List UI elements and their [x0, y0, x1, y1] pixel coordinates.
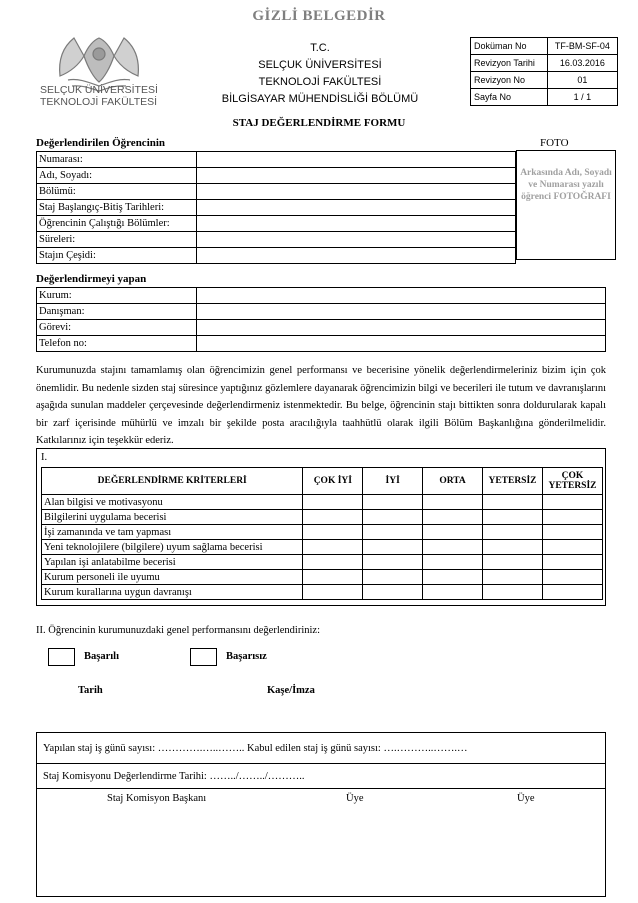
evaluator-field-row: [37, 288, 606, 304]
rating-cell[interactable]: [303, 570, 363, 585]
doc-info-value: TF-BM-SF-04: [547, 38, 617, 55]
student-field-value[interactable]: [197, 232, 516, 248]
criteria-table: [41, 467, 603, 600]
student-field-label: Staj Başlangıç-Bitiş Tarihleri:: [37, 200, 197, 216]
student-field-value[interactable]: [197, 216, 516, 232]
commission-chair-label: Staj Komisyon Başkanı: [107, 793, 207, 804]
criteria-label: Kurum personeli ile uyumu: [42, 570, 303, 585]
doc-info-label: Doküman No: [471, 38, 548, 55]
criteria-section-number: I.: [41, 452, 48, 463]
student-field-row: [37, 184, 516, 200]
photo-hint: Arkasında Adı, Soyadı ve Numarası yazılı öğrenci FOTOĞRAFI: [520, 168, 612, 202]
rating-cell[interactable]: [423, 495, 483, 510]
student-field-label: Numarası:: [37, 152, 197, 168]
divider: [37, 788, 605, 789]
student-field-value[interactable]: [197, 200, 516, 216]
logo-line-faculty: TEKNOLOJİ FAKÜLTESİ: [40, 96, 158, 108]
rating-cell[interactable]: [303, 510, 363, 525]
criteria-label: Yeni teknolojilere (bilgilere) uyum sağlama becerisi: [42, 540, 303, 555]
logo-line-university: SELÇUK ÜNİVERSİTESİ: [40, 84, 158, 96]
doc-info-row: [471, 72, 618, 89]
rating-cell[interactable]: [363, 510, 423, 525]
student-field-row: [37, 232, 516, 248]
rating-cell[interactable]: [542, 510, 602, 525]
rating-cell[interactable]: [542, 585, 602, 600]
rating-cell[interactable]: [483, 585, 543, 600]
evaluator-field-value[interactable]: [197, 288, 606, 304]
rating-cell[interactable]: [363, 585, 423, 600]
criteria-header-row: [42, 468, 603, 495]
evaluator-field-label: Telefon no:: [37, 336, 197, 352]
rating-cell[interactable]: [363, 555, 423, 570]
document-info-table: [470, 37, 618, 106]
form-title: STAJ DEĞERLENDİRME FORMU: [232, 117, 406, 129]
student-field-row: [37, 216, 516, 232]
doc-info-label: Sayfa No: [471, 89, 548, 106]
doc-info-row: [471, 38, 618, 55]
criteria-row: [42, 585, 603, 600]
confidential-label: GİZLİ BELGEDİR: [252, 8, 386, 24]
institution-header: [200, 40, 440, 108]
rating-cell[interactable]: [542, 540, 602, 555]
rating-header-very-good: ÇOK İYİ: [303, 468, 363, 495]
criteria-header-label: DEĞERLENDİRME KRİTERLERİ: [42, 468, 303, 495]
doc-info-label: Revizyon No: [471, 72, 548, 89]
criteria-section: [36, 448, 606, 606]
rating-cell[interactable]: [483, 540, 543, 555]
rating-header-average: ORTA: [423, 468, 483, 495]
student-field-row: [37, 248, 516, 264]
rating-cell[interactable]: [423, 525, 483, 540]
student-field-value[interactable]: [197, 168, 516, 184]
rating-cell[interactable]: [423, 540, 483, 555]
rating-cell[interactable]: [483, 510, 543, 525]
stamp-signature-label: Kaşe/İmza: [267, 685, 315, 696]
header-line-department: BİLGİSAYAR MÜHENDİSLİĞİ BÖLÜMÜ: [221, 93, 419, 105]
commission-member-label: Üye: [517, 793, 535, 804]
rating-cell[interactable]: [483, 495, 543, 510]
commission-date-line: Staj Komisyonu Değerlendirme Tarihi: ……../……../………..: [43, 771, 305, 782]
rating-cell[interactable]: [423, 510, 483, 525]
performance-question: II. Öğrencinin kurumunuzdaki genel performansını değerlendiriniz:: [36, 625, 320, 636]
rating-cell[interactable]: [303, 540, 363, 555]
rating-cell[interactable]: [303, 525, 363, 540]
rating-cell[interactable]: [303, 585, 363, 600]
doc-info-label: Revizyon Tarihi: [471, 55, 548, 72]
success-label: Başarılı: [84, 651, 120, 662]
criteria-label: Kurum kurallarına uygun davranışı: [42, 585, 303, 600]
doc-info-row: [471, 89, 618, 106]
evaluator-field-value[interactable]: [197, 336, 606, 352]
success-checkbox[interactable]: [48, 648, 75, 666]
rating-cell[interactable]: [542, 570, 602, 585]
student-field-row: [37, 168, 516, 184]
rating-cell[interactable]: [483, 570, 543, 585]
photo-label: FOTO: [540, 137, 569, 149]
date-label: Tarih: [78, 685, 103, 696]
evaluator-field-label: Kurum:: [37, 288, 197, 304]
evaluator-field-label: Danışman:: [37, 304, 197, 320]
fail-label: Başarısız: [226, 651, 267, 662]
doc-info-value: 1 / 1: [547, 89, 617, 106]
criteria-row: [42, 510, 603, 525]
evaluator-field-value[interactable]: [197, 320, 606, 336]
intro-paragraph: Kurumunuzda stajını tamamlamış olan öğrencimizin genel performansı ve becerisine yönelik değerlendirmeleriniz bizim için çok önemlidir. Bu nedenle sizden staj süresince yaptığınız gözlemlere dayanarak öğrencimizin bilgi ve becerileri ile tutum ve davranışlarını aşağıda sunulan maddeler çerçevesinde değerlendirmeniz istenmektedir. Bu belge, öğrencinin stajı bittikten sonra doldurularak kapalı bir zarf içerisinde mühürlü ve imzalı bir şekilde posta aracılığıyla taahhütlü olarak ilgili Bölüm Başkanlığına gönderilmelidir. Katkılarınız için teşekkür ederiz.: [36, 365, 606, 446]
doc-info-value: 01: [547, 72, 617, 89]
student-info-table: [36, 151, 516, 264]
divider: [37, 763, 605, 764]
doc-info-value: 16.03.2016: [547, 55, 617, 72]
rating-cell[interactable]: [423, 570, 483, 585]
rating-header-good: İYİ: [363, 468, 423, 495]
student-field-label: Öğrencinin Çalıştığı Bölümler:: [37, 216, 197, 232]
header-line-faculty: TEKNOLOJİ FAKÜLTESİ: [258, 76, 382, 88]
criteria-row: [42, 540, 603, 555]
rating-cell[interactable]: [363, 495, 423, 510]
rating-header-insufficient: YETERSİZ: [483, 468, 543, 495]
rating-cell[interactable]: [363, 570, 423, 585]
rating-cell[interactable]: [542, 495, 602, 510]
rating-cell[interactable]: [363, 525, 423, 540]
student-field-label: Bölümü:: [37, 184, 197, 200]
rating-cell[interactable]: [542, 555, 602, 570]
header-line-tc: T.C.: [310, 42, 330, 54]
rating-cell[interactable]: [423, 585, 483, 600]
criteria-label: Alan bilgisi ve motivasyonu: [42, 495, 303, 510]
photo-box[interactable]: [516, 150, 616, 260]
student-field-value[interactable]: [197, 248, 516, 264]
student-field-row: [37, 200, 516, 216]
student-field-label: Stajın Çeşidi:: [37, 248, 197, 264]
commission-member-label: Üye: [346, 793, 364, 804]
student-field-label: Adı, Soyadı:: [37, 168, 197, 184]
rating-cell[interactable]: [483, 525, 543, 540]
evaluator-field-value[interactable]: [197, 304, 606, 320]
evaluator-field-row: [37, 304, 606, 320]
rating-cell[interactable]: [363, 540, 423, 555]
criteria-label: Yapılan işi anlatabilme becerisi: [42, 555, 303, 570]
evaluator-info-table: [36, 287, 606, 352]
student-field-value[interactable]: [197, 152, 516, 168]
rating-cell[interactable]: [483, 555, 543, 570]
rating-header-very-insufficient: ÇOK YETERSİZ: [542, 468, 602, 495]
student-section-title: Değerlendirilen Öğrencinin: [36, 137, 166, 149]
evaluator-field-row: [37, 336, 606, 352]
logo-text: [40, 84, 180, 108]
rating-cell[interactable]: [542, 525, 602, 540]
student-field-label: Süreleri:: [37, 232, 197, 248]
work-days-line: Yapılan staj iş günü sayısı: ………….…..…….. Kabul edilen staj iş günü sayısı: ….………..…….…: [43, 743, 468, 754]
criteria-label: İşi zamanında ve tam yapması: [42, 525, 303, 540]
criteria-row: [42, 525, 603, 540]
evaluator-section-title: Değerlendirmeyi yapan: [36, 273, 147, 285]
criteria-row: [42, 555, 603, 570]
criteria-label: Bilgilerini uygulama becerisi: [42, 510, 303, 525]
rating-cell[interactable]: [303, 555, 363, 570]
fail-checkbox[interactable]: [190, 648, 217, 666]
header-line-university: SELÇUK ÜNİVERSİTESİ: [258, 59, 382, 71]
commission-section: [36, 732, 606, 897]
rating-cell[interactable]: [423, 555, 483, 570]
criteria-row: [42, 495, 603, 510]
student-field-row: [37, 152, 516, 168]
evaluator-field-label: Görevi:: [37, 320, 197, 336]
criteria-row: [42, 570, 603, 585]
evaluator-field-row: [37, 320, 606, 336]
rating-cell[interactable]: [303, 495, 363, 510]
student-field-value[interactable]: [197, 184, 516, 200]
doc-info-row: [471, 55, 618, 72]
